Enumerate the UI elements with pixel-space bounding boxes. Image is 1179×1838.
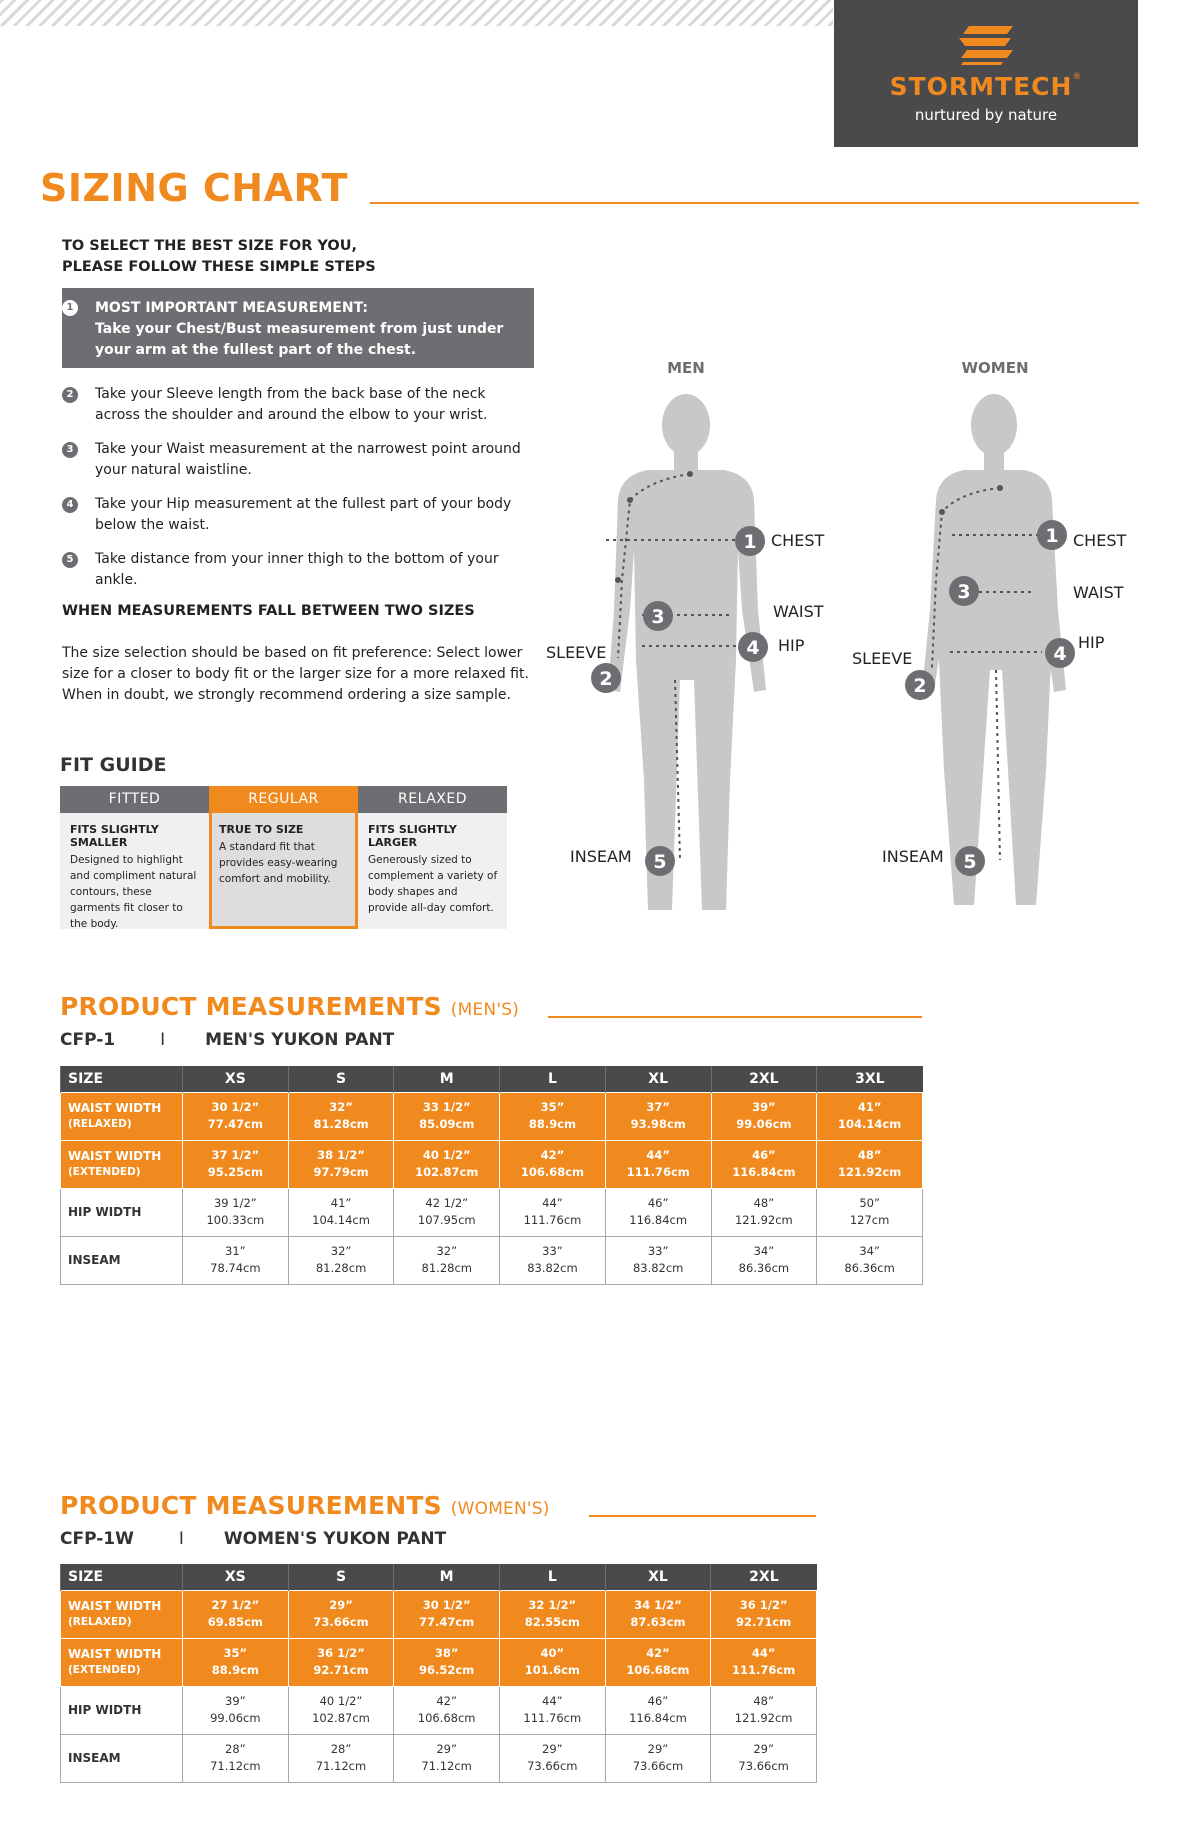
- womens-sku: CFP-1W: [60, 1529, 134, 1549]
- size-column-header: 3XL: [817, 1066, 923, 1092]
- measurement-cell: 38 1/2” 97.79cm: [288, 1140, 394, 1188]
- fit-column-text: A standard fit that provides easy-wearing comfort and mobility.: [219, 841, 338, 885]
- measurement-cell: 42” 106.68cm: [394, 1686, 500, 1734]
- svg-text:2: 2: [913, 675, 927, 697]
- size-column-header: XS: [183, 1066, 289, 1092]
- step-1-text: Take your Chest/Bust measurement from just under your arm at the fullest part of the chest.: [95, 321, 504, 358]
- fit-column-subhead: TRUE TO SIZE: [219, 823, 304, 836]
- fit-column-subhead: FITS SLIGHTLY SMALLER: [70, 823, 159, 849]
- measurement-cell: 32” 81.28cm: [288, 1236, 394, 1284]
- page-title: SIZING CHART: [40, 166, 348, 210]
- fit-column-text: Generously sized to complement a variety of body shapes and provide all-day comfort.: [368, 854, 498, 914]
- measurement-cell: 44” 111.76cm: [605, 1140, 711, 1188]
- men-hip-marker: [738, 632, 805, 662]
- measurement-cell: 41” 104.14cm: [288, 1188, 394, 1236]
- men-sleeve-marker: [546, 643, 621, 693]
- stormtech-logo-icon: [951, 24, 1021, 66]
- measurement-cell: 48” 121.92cm: [711, 1188, 817, 1236]
- measurement-cell: 39” 99.06cm: [711, 1092, 817, 1140]
- measurement-cell: 44” 111.76cm: [711, 1638, 817, 1686]
- fit-column-relaxed: [358, 786, 507, 929]
- step-4-text: Take your Hip measurement at the fullest part of your body below the waist.: [95, 496, 512, 533]
- size-header: SIZE: [61, 1066, 183, 1092]
- measurement-cell: 41” 104.14cm: [817, 1092, 923, 1140]
- between-sizes-text: The size selection should be based on fit preference: Select lower size for a closer to body fit or the larger size for a more relaxed fit. When in doubt, we strongly recommend ordering a size sample.: [62, 645, 529, 703]
- measurement-cell: 37” 93.98cm: [605, 1092, 711, 1140]
- size-column-header: L: [499, 1564, 605, 1590]
- measurement-cell: 37 1/2” 95.25cm: [183, 1140, 289, 1188]
- measurement-cell: 29” 71.12cm: [394, 1734, 500, 1782]
- size-column-header: XL: [605, 1564, 711, 1590]
- measurement-cell: 39” 99.06cm: [183, 1686, 289, 1734]
- measurement-cell: 40 1/2” 102.87cm: [288, 1686, 394, 1734]
- svg-text:CHEST: CHEST: [1073, 531, 1127, 550]
- table-row: [61, 1734, 817, 1782]
- mens-product-line: CFP-1 I MEN'S YUKON PANT: [60, 1030, 395, 1050]
- measurement-cell: 30 1/2” 77.47cm: [183, 1092, 289, 1140]
- measurement-cell: 33 1/2” 85.09cm: [394, 1092, 500, 1140]
- measurement-cell: 42” 106.68cm: [605, 1638, 711, 1686]
- measurement-cell: 39 1/2” 100.33cm: [183, 1188, 289, 1236]
- measurement-cell: 50” 127cm: [817, 1188, 923, 1236]
- measurement-cell: 30 1/2” 77.47cm: [394, 1590, 500, 1638]
- measurement-cell: 32 1/2” 82.55cm: [499, 1590, 605, 1638]
- size-column-header: XL: [605, 1066, 711, 1092]
- svg-text:2: 2: [599, 668, 613, 690]
- fit-column-regular: [209, 786, 358, 929]
- header-hatch-stripe: [0, 0, 833, 26]
- svg-text:3: 3: [651, 606, 665, 628]
- measurement-cell: 33” 83.82cm: [605, 1236, 711, 1284]
- womens-product-line: CFP-1W I WOMEN'S YUKON PANT: [60, 1529, 447, 1549]
- svg-text:WAIST: WAIST: [1073, 583, 1124, 602]
- women-sleeve-marker: [852, 649, 935, 700]
- step-number-badge: 2: [62, 387, 78, 403]
- table-row: [61, 1188, 923, 1236]
- measurement-cell: 29” 73.66cm: [288, 1590, 394, 1638]
- step-5-text: Take distance from your inner thigh to the bottom of your ankle.: [95, 551, 499, 588]
- intro-heading: TO SELECT THE BEST SIZE FOR YOU, PLEASE FOLLOW THESE SIMPLE STEPS: [62, 238, 376, 275]
- step-2: [62, 384, 534, 426]
- step-number-badge: 1: [62, 300, 78, 316]
- brand-tagline: nurtured by nature: [914, 106, 1058, 124]
- row-label: WAIST WIDTH (RELAXED): [61, 1590, 183, 1638]
- measurement-cell: 34” 86.36cm: [817, 1236, 923, 1284]
- size-column-header: S: [288, 1066, 394, 1092]
- table-row: [61, 1140, 923, 1188]
- size-column-header: M: [394, 1564, 500, 1590]
- men-label: MEN: [667, 359, 705, 377]
- size-header: SIZE: [61, 1564, 183, 1590]
- measurement-cell: 36 1/2” 92.71cm: [288, 1638, 394, 1686]
- measurement-cell: 46” 116.84cm: [605, 1686, 711, 1734]
- measurement-cell: 31” 78.74cm: [183, 1236, 289, 1284]
- women-label: WOMEN: [961, 359, 1029, 377]
- step-2-text: Take your Sleeve length from the back base of the neck across the shoulder and around the elbow to your wrist.: [95, 386, 488, 423]
- row-label: INSEAM: [61, 1734, 183, 1782]
- svg-text:INSEAM: INSEAM: [570, 847, 632, 866]
- table-header-row: [61, 1066, 923, 1092]
- mens-product-name: MEN'S YUKON PANT: [205, 1030, 395, 1050]
- measurement-cell: 36 1/2” 92.71cm: [711, 1590, 817, 1638]
- women-inseam-marker: [882, 846, 985, 876]
- fit-column-head: RELAXED: [358, 786, 507, 813]
- mens-section-title: PRODUCT MEASUREMENTS (MEN'S): [60, 992, 520, 1021]
- step-number-badge: 5: [62, 552, 78, 568]
- brand-name: STORMTECH®: [889, 72, 1083, 101]
- measurement-cell: 35” 88.9cm: [500, 1092, 606, 1140]
- svg-text:5: 5: [963, 851, 977, 873]
- title-rule: [370, 202, 1139, 204]
- svg-text:SLEEVE: SLEEVE: [546, 643, 607, 662]
- size-column-header: L: [500, 1066, 606, 1092]
- size-column-header: 2XL: [711, 1066, 817, 1092]
- step-number-badge: 4: [62, 497, 78, 513]
- row-label: WAIST WIDTH (EXTENDED): [61, 1638, 183, 1686]
- svg-text:1: 1: [743, 531, 757, 553]
- measurement-cell: 29” 73.66cm: [711, 1734, 817, 1782]
- step-1-title: MOST IMPORTANT MEASUREMENT:: [95, 300, 368, 316]
- fit-column-head: FITTED: [60, 786, 209, 813]
- womens-title-rule: [589, 1515, 816, 1517]
- between-sizes-title: WHEN MEASUREMENTS FALL BETWEEN TWO SIZES: [62, 603, 475, 619]
- row-label: INSEAM: [61, 1236, 183, 1284]
- svg-text:WAIST: WAIST: [773, 602, 824, 621]
- measurement-cell: 42” 106.68cm: [500, 1140, 606, 1188]
- women-chest-marker: [1037, 520, 1126, 550]
- svg-text:4: 4: [746, 637, 760, 659]
- step-4: [62, 494, 534, 536]
- svg-text:HIP: HIP: [778, 636, 805, 655]
- men-inseam-marker: [570, 846, 675, 876]
- row-label: WAIST WIDTH (RELAXED): [61, 1092, 183, 1140]
- step-5: [62, 549, 534, 591]
- measurement-cell: 32” 81.28cm: [288, 1092, 394, 1140]
- mens-title-rule: [548, 1016, 922, 1018]
- step-number-badge: 3: [62, 442, 78, 458]
- table-row: [61, 1590, 817, 1638]
- measurement-cell: 34” 86.36cm: [711, 1236, 817, 1284]
- svg-text:5: 5: [653, 851, 667, 873]
- table-row: [61, 1686, 817, 1734]
- size-column-header: S: [288, 1564, 394, 1590]
- measurement-cell: 34 1/2” 87.63cm: [605, 1590, 711, 1638]
- measurement-cell: 40 1/2” 102.87cm: [394, 1140, 500, 1188]
- fit-column-subhead: FITS SLIGHTLY LARGER: [368, 823, 457, 849]
- measurement-cell: 48” 121.92cm: [817, 1140, 923, 1188]
- table-header-row: [61, 1564, 817, 1590]
- row-label: HIP WIDTH: [61, 1188, 183, 1236]
- womens-product-name: WOMEN'S YUKON PANT: [223, 1529, 447, 1549]
- fit-column-head: REGULAR: [209, 786, 358, 813]
- mens-sku: CFP-1: [60, 1030, 116, 1050]
- measurement-cell: 40” 101.6cm: [499, 1638, 605, 1686]
- men-chest-marker: [735, 526, 824, 556]
- measurement-cell: 46” 116.84cm: [711, 1140, 817, 1188]
- table-row: [61, 1638, 817, 1686]
- row-label: HIP WIDTH: [61, 1686, 183, 1734]
- womens-size-table: [60, 1564, 817, 1783]
- measurement-cell: 27 1/2” 69.85cm: [183, 1590, 289, 1638]
- svg-text:4: 4: [1053, 643, 1067, 665]
- fit-column-text: Designed to highlight and compliment natural contours, these garments fit closer to the body.: [70, 854, 197, 930]
- women-silhouette-icon: [922, 394, 1066, 905]
- svg-text:3: 3: [957, 581, 971, 603]
- measurement-cell: 46” 116.84cm: [605, 1188, 711, 1236]
- step-1-highlight: [62, 288, 534, 368]
- svg-text:INSEAM: INSEAM: [882, 847, 944, 866]
- measurement-cell: 35” 88.9cm: [183, 1638, 289, 1686]
- size-column-header: M: [394, 1066, 500, 1092]
- table-row: [61, 1092, 923, 1140]
- measurement-cell: 48” 121.92cm: [711, 1686, 817, 1734]
- step-3: [62, 439, 534, 481]
- svg-text:CHEST: CHEST: [771, 531, 825, 550]
- measurement-cell: 44” 111.76cm: [500, 1188, 606, 1236]
- measurement-cell: 33” 83.82cm: [500, 1236, 606, 1284]
- measurement-cell: 29” 73.66cm: [499, 1734, 605, 1782]
- step-3-text: Take your Waist measurement at the narrowest point around your natural waistline.: [95, 441, 521, 478]
- svg-text:SLEEVE: SLEEVE: [852, 649, 913, 668]
- measurement-cell: 32” 81.28cm: [394, 1236, 500, 1284]
- measurement-figures: [540, 350, 1139, 930]
- measurement-cell: 29” 73.66cm: [605, 1734, 711, 1782]
- fit-guide-title: FIT GUIDE: [60, 754, 167, 776]
- row-label: WAIST WIDTH (EXTENDED): [61, 1140, 183, 1188]
- size-column-header: 2XL: [711, 1564, 817, 1590]
- mens-size-table: [60, 1066, 923, 1285]
- womens-section-title: PRODUCT MEASUREMENTS (WOMEN'S): [60, 1491, 550, 1520]
- svg-text:HIP: HIP: [1078, 633, 1105, 652]
- brand-logo-block: [834, 0, 1138, 147]
- size-column-header: XS: [183, 1564, 289, 1590]
- measurement-cell: 38” 96.52cm: [394, 1638, 500, 1686]
- table-row: [61, 1236, 923, 1284]
- fit-column-fitted: [60, 786, 209, 929]
- measurement-cell: 28” 71.12cm: [288, 1734, 394, 1782]
- measurement-cell: 44” 111.76cm: [499, 1686, 605, 1734]
- measurement-cell: 42 1/2” 107.95cm: [394, 1188, 500, 1236]
- measurement-cell: 28” 71.12cm: [183, 1734, 289, 1782]
- svg-text:1: 1: [1045, 525, 1059, 547]
